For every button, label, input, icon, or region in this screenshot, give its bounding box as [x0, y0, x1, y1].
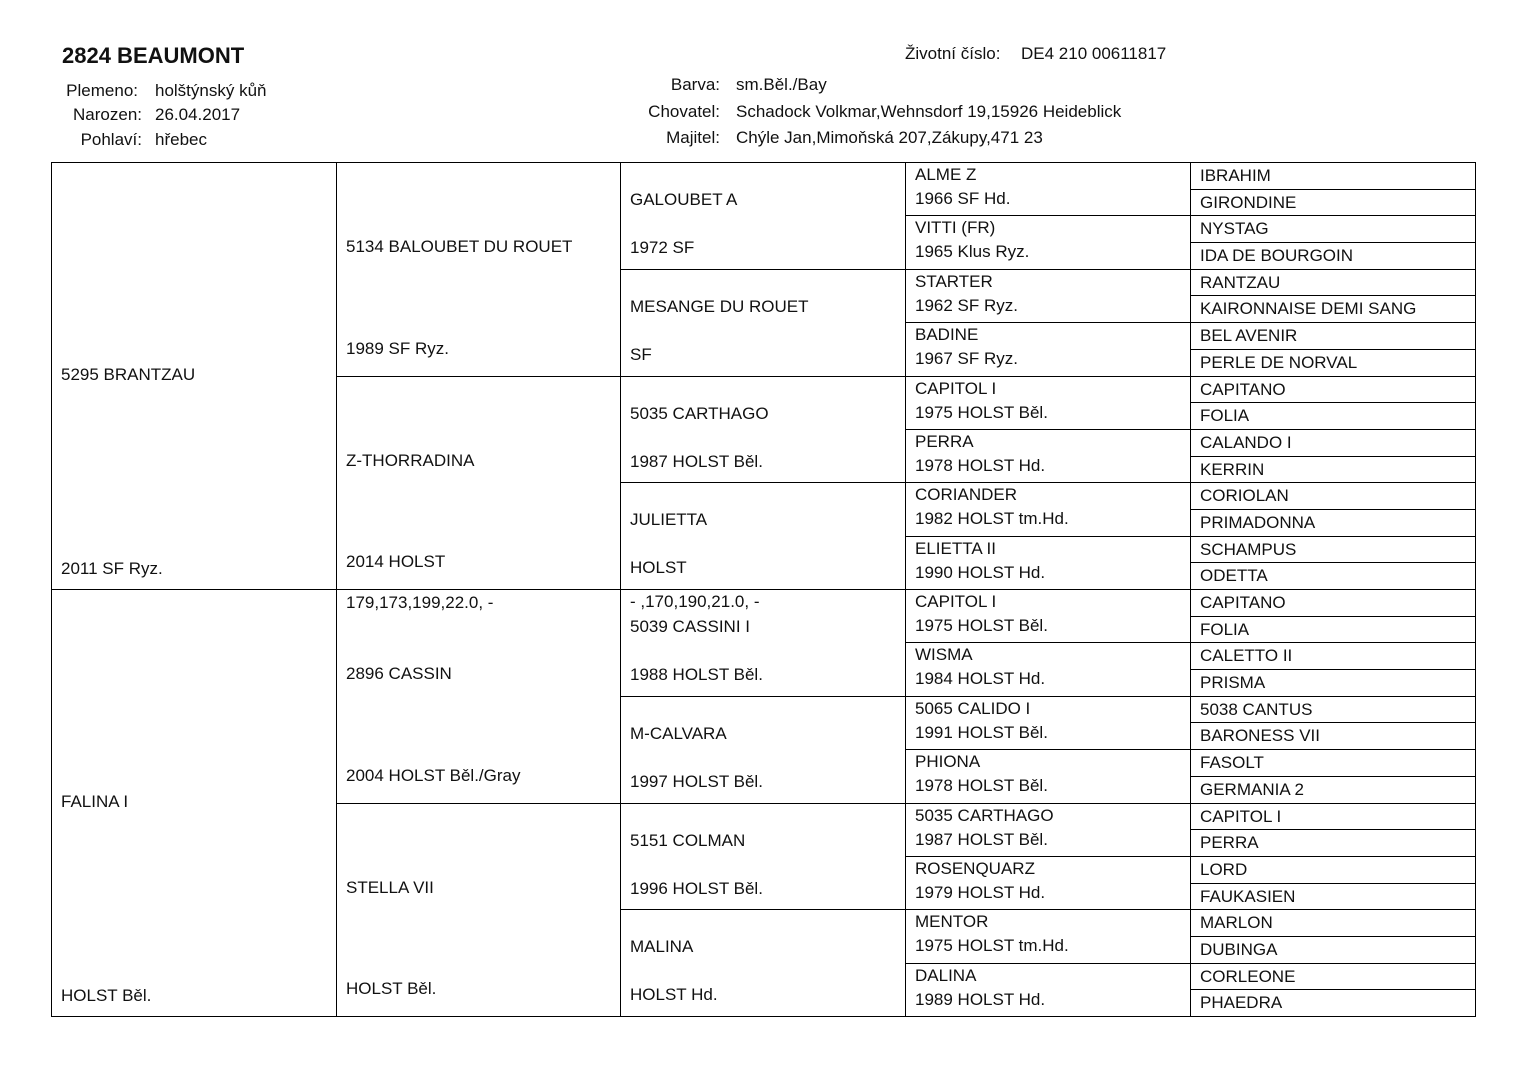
- gen5-cell: [1190, 429, 1476, 457]
- horse-name: IBRAHIM: [1200, 166, 1271, 185]
- horse-name: JULIETTA: [630, 510, 708, 530]
- great-grandparent-cell: [620, 482, 906, 590]
- gen5-cell: [1190, 509, 1476, 537]
- horse-name: M-CALVARA: [630, 723, 727, 743]
- gen4-cell: [905, 536, 1191, 590]
- great-grandparent-cell: [620, 269, 906, 377]
- horse-name: PRIMADONNA: [1200, 512, 1316, 532]
- gen5-cell: [1190, 589, 1476, 617]
- horse-info: 1996 HOLST Běl.: [630, 878, 763, 898]
- gen4-cell: [905, 642, 1191, 696]
- horse-info: 1972 SF: [630, 238, 695, 257]
- horse-info: 1965 Klus Ryz.: [915, 242, 1030, 262]
- horse-name: ALME Z: [915, 165, 977, 184]
- horse-name: BARONESS VII: [1200, 726, 1320, 746]
- great-grandparent-cell: [620, 376, 906, 484]
- horse-info: 1997 HOLST Běl.: [630, 771, 763, 791]
- gen5-cell: [1190, 322, 1476, 350]
- gen5-cell: [1190, 562, 1476, 590]
- horse-name: FALINA I: [61, 791, 129, 811]
- gen4-cell: [905, 215, 1191, 269]
- gen5-cell: [1190, 989, 1476, 1017]
- horse-name: 5065 CALIDO I: [915, 698, 1031, 718]
- gen5-cell: [1190, 269, 1476, 297]
- gen4-cell: [905, 269, 1191, 323]
- horse-name: LORD: [1200, 859, 1248, 879]
- sex-value: hřebec: [155, 130, 207, 149]
- horse-info: 1967 SF Ryz.: [915, 349, 1018, 369]
- horse-name: MENTOR: [915, 912, 989, 932]
- horse-name: DALINA: [915, 965, 977, 985]
- horse-name: PRISMA: [1200, 673, 1266, 693]
- horse-info: SF: [630, 344, 652, 364]
- gen5-cell: [1190, 749, 1476, 777]
- grandparent-cell: [336, 376, 621, 591]
- horse-name: GALOUBET A: [630, 190, 738, 209]
- gen5-cell: [1190, 642, 1476, 670]
- horse-info: HOLST Běl.: [346, 979, 437, 998]
- horse-name: CALANDO I: [1200, 432, 1292, 452]
- horse-info: 1966 SF Hd.: [915, 189, 1011, 208]
- grandparent-cell: [336, 589, 621, 804]
- horse-name: 2896 CASSIN: [346, 664, 452, 683]
- horse-name: 5295 BRANTZAU: [61, 364, 196, 384]
- life-number: DE4 210 00611817: [1021, 44, 1167, 63]
- horse-name: RANTZAU: [1200, 272, 1281, 292]
- gen5-cell: [1190, 696, 1476, 724]
- color-label: Barva:: [670, 75, 720, 94]
- great-grandparent-cell: [620, 803, 906, 911]
- gen5-cell: [1190, 376, 1476, 404]
- horse-info: 1962 SF Ryz.: [915, 295, 1018, 315]
- gen5-cell: [1190, 803, 1476, 831]
- horse-name: ELIETTA II: [915, 538, 996, 558]
- gen4-cell: [905, 803, 1191, 857]
- breed-label: Plemeno:: [66, 81, 138, 100]
- horse-name: 5038 CANTUS: [1200, 699, 1313, 719]
- born-label: Narozen:: [73, 105, 142, 124]
- horse-name: PHAEDRA: [1200, 993, 1283, 1013]
- pedigree-table: [51, 162, 1475, 1016]
- gen4-cell: [905, 429, 1191, 483]
- horse-name: 5039 CASSINI I: [630, 617, 751, 636]
- parent-cell: [51, 589, 337, 1017]
- horse-info: 2011 SF Ryz.: [61, 559, 163, 578]
- gen5-cell: [1190, 963, 1476, 991]
- horse-title: 2824 BEAUMONT: [62, 43, 245, 68]
- gen5-cell: [1190, 215, 1476, 243]
- horse-info: HOLST Běl.: [61, 986, 152, 1005]
- horse-name: CORIOLAN: [1200, 486, 1289, 506]
- horse-name: WISMA: [915, 645, 973, 665]
- horse-info: 2004 HOLST Běl./Gray: [346, 765, 521, 785]
- gen4-cell: [905, 376, 1191, 430]
- horse-name: CAPITOL I: [915, 592, 997, 611]
- horse-info: HOLST Hd.: [630, 985, 718, 1005]
- owner-label: Majitel:: [666, 128, 720, 147]
- horse-name: MARLON: [1200, 913, 1273, 933]
- horse-name: BADINE: [915, 325, 979, 345]
- gen4-cell: [905, 589, 1191, 643]
- gen5-cell: [1190, 456, 1476, 484]
- horse-info: 1975 HOLST Běl.: [915, 402, 1048, 422]
- horse-name: 5151 COLMAN: [630, 830, 746, 850]
- gen5-cell: [1190, 829, 1476, 857]
- horse-info: 1978 HOLST Hd.: [915, 455, 1046, 475]
- horse-info: 1987 HOLST Běl.: [630, 451, 763, 471]
- horse-name: DUBINGA: [1200, 939, 1278, 959]
- horse-name: MESANGE DU ROUET: [630, 296, 809, 316]
- horse-name: KERRIN: [1200, 459, 1265, 479]
- color-value: sm.Běl./Bay: [736, 75, 827, 94]
- gen4-cell: [905, 909, 1191, 963]
- horse-name: 5134 BALOUBET DU ROUET: [346, 237, 573, 256]
- horse-name: CAPITOL I: [915, 378, 997, 398]
- horse-name: STARTER: [915, 271, 993, 291]
- horse-info: 1987 HOLST Běl.: [915, 829, 1048, 849]
- horse-name: 5035 CARTHAGO: [630, 403, 769, 423]
- horse-name: CAPITANO: [1200, 593, 1286, 612]
- horse-name: MALINA: [630, 937, 694, 957]
- grandparent-cell: [336, 162, 621, 377]
- horse-name: CAPITOL I: [1200, 806, 1282, 826]
- breeder-value: Schadock Volkmar,Wehnsdorf 19,15926 Heideblick: [736, 102, 1122, 121]
- gen5-cell: [1190, 482, 1476, 510]
- horse-info: 1975 HOLST Běl.: [915, 616, 1048, 635]
- gen4-cell: [905, 482, 1191, 536]
- horse-name: GERMANIA 2: [1200, 779, 1304, 799]
- horse-info: 1988 HOLST Běl.: [630, 665, 763, 684]
- horse-info: 1989 HOLST Hd.: [915, 989, 1046, 1009]
- owner-value: Chýle Jan,Mimoňská 207,Zákupy,471 23: [736, 128, 1043, 147]
- horse-name: PERLE DE NORVAL: [1200, 352, 1358, 372]
- horse-info: 2014 HOLST: [346, 552, 446, 571]
- gen5-cell: [1190, 669, 1476, 697]
- horse-name: FASOLT: [1200, 753, 1264, 773]
- horse-info: 1978 HOLST Běl.: [915, 776, 1048, 796]
- horse-info: 1989 SF Ryz.: [346, 338, 449, 358]
- gen5-cell: [1190, 242, 1476, 270]
- horse-measures: - ,170,190,21.0, -: [630, 592, 760, 611]
- gen4-cell: [905, 963, 1191, 1017]
- horse-info: 1990 HOLST Hd.: [915, 562, 1046, 582]
- breed-value: holštýnský kůň: [155, 81, 267, 100]
- horse-info: 1982 HOLST tm.Hd.: [915, 509, 1069, 529]
- gen4-cell: [905, 162, 1191, 216]
- great-grandparent-cell: [620, 589, 906, 697]
- great-grandparent-cell: [620, 909, 906, 1017]
- gen5-cell: [1190, 295, 1476, 323]
- horse-name: FOLIA: [1200, 619, 1250, 639]
- sex-label: Pohlaví:: [80, 130, 142, 149]
- horse-name: CAPITANO: [1200, 379, 1286, 399]
- gen5-cell: [1190, 349, 1476, 377]
- horse-name: BEL AVENIR: [1200, 326, 1298, 346]
- life-number-label: Životní číslo:: [905, 44, 1001, 63]
- gen5-cell: [1190, 536, 1476, 564]
- horse-name: IDA DE BOURGOIN: [1200, 246, 1354, 266]
- gen4-cell: [905, 322, 1191, 376]
- horse-name: Z-THORRADINA: [346, 450, 475, 470]
- horse-name: PHIONA: [915, 752, 981, 772]
- horse-name: ROSENQUARZ: [915, 858, 1035, 878]
- gen5-cell: [1190, 616, 1476, 644]
- gen5-cell: [1190, 402, 1476, 430]
- horse-name: GIRONDINE: [1200, 192, 1297, 212]
- horse-info: 1979 HOLST Hd.: [915, 882, 1046, 902]
- gen4-cell: [905, 749, 1191, 803]
- horse-measures: 179,173,199,22.0, -: [346, 593, 494, 612]
- horse-name: CORLEONE: [1200, 966, 1296, 986]
- gen4-cell: [905, 696, 1191, 750]
- parent-cell: [51, 162, 337, 590]
- grandparent-cell: [336, 803, 621, 1018]
- horse-name: CORIANDER: [915, 485, 1018, 505]
- gen5-cell: [1190, 189, 1476, 217]
- horse-info: 1984 HOLST Hd.: [915, 669, 1046, 689]
- gen5-cell: [1190, 162, 1476, 190]
- gen5-cell: [1190, 936, 1476, 964]
- horse-name: ODETTA: [1200, 566, 1268, 586]
- horse-name: STELLA VII: [346, 877, 434, 897]
- great-grandparent-cell: [620, 696, 906, 804]
- gen5-cell: [1190, 909, 1476, 937]
- great-grandparent-cell: [620, 162, 906, 270]
- horse-name: CALETTO II: [1200, 646, 1293, 666]
- horse-name: FAUKASIEN: [1200, 886, 1296, 906]
- horse-name: FOLIA: [1200, 406, 1250, 426]
- horse-info: 1991 HOLST Běl.: [915, 722, 1048, 742]
- horse-name: NYSTAG: [1200, 219, 1269, 239]
- horse-name: PERRA: [1200, 833, 1259, 853]
- gen5-cell: [1190, 776, 1476, 804]
- horse-name: 5035 CARTHAGO: [915, 805, 1054, 825]
- gen5-cell: [1190, 722, 1476, 750]
- gen5-cell: [1190, 856, 1476, 884]
- gen5-cell: [1190, 883, 1476, 911]
- horse-name: VITTI (FR): [915, 218, 996, 238]
- horse-name: PERRA: [915, 431, 974, 451]
- born-value: 26.04.2017: [155, 105, 241, 124]
- gen4-cell: [905, 856, 1191, 910]
- horse-info: 1975 HOLST tm.Hd.: [915, 936, 1069, 956]
- horse-name: SCHAMPUS: [1200, 539, 1297, 559]
- horse-name: KAIRONNAISE DEMI SANG: [1200, 299, 1417, 319]
- horse-info: HOLST: [630, 558, 687, 578]
- breeder-label: Chovatel:: [648, 102, 720, 121]
